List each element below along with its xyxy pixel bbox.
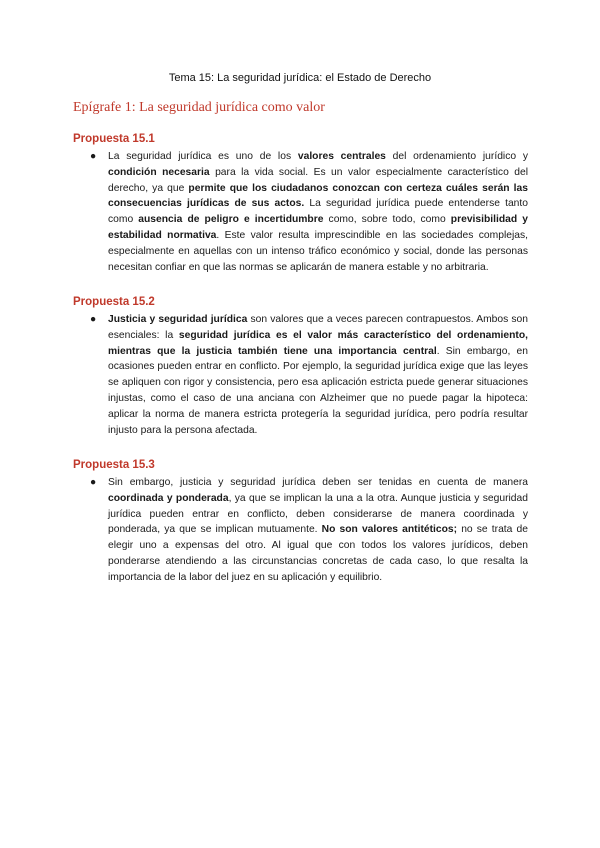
bullet-icon: ● bbox=[90, 314, 97, 325]
text-run: La seguridad jurídica es uno de los bbox=[108, 151, 298, 162]
section-heading-15-2: Propuesta 15.2 bbox=[73, 296, 155, 308]
list-item-15-2 bbox=[73, 312, 528, 438]
text-run: La seguridad jurídica puede entenderse tanto como bbox=[108, 198, 528, 226]
text-run: . Este valor resulta imprescindible en las sociedades complejas, especialmente en aquellas con un intenso tráfico económico y social, donde las personas necesitan confiar en que las normas se aplicarán de manera estable y no arbitraria. bbox=[108, 229, 528, 273]
section-heading-15-1: Propuesta 15.1 bbox=[73, 133, 155, 145]
text-run: . Sin embargo, en ocasiones pueden entrar en conflicto. Por ejemplo, la seguridad jurídica exige que las leyes se apliquen con rigor y consistencia, pero esa aplicación estricta puede generar situaciones injustas, como el caso de una anciana con Alzheimer que no puede pagar la hipoteca: aplicar la norma de manera estricta protegería la seguridad jurídica, pero podría resultar injusto para la persona afectada. bbox=[108, 345, 528, 436]
text-run: no se trata de elegir uno a expensas del otro. Al igual que con todos los valores jurídicos, deben ponderarse atendiendo a las circunstancias concretas de cada caso, lo que resalta la importancia de la labor del juez en su aplicación y equilibrio. bbox=[108, 524, 528, 583]
document-title: Tema 15: La seguridad jurídica: el Estado de Derecho bbox=[168, 72, 432, 84]
paragraph-15-1 bbox=[108, 149, 528, 275]
epigrafe-heading: Epígrafe 1: La seguridad jurídica como valor bbox=[73, 100, 325, 115]
text-run: como, sobre todo, como bbox=[323, 214, 451, 226]
text-run: son valores que a veces parecen contrapuestos. Ambos son esenciales: la bbox=[108, 314, 528, 341]
list-item-15-3 bbox=[73, 475, 528, 586]
bold-text-run: condición necesaria bbox=[108, 166, 210, 178]
bold-text-run: valores centrales bbox=[297, 151, 386, 162]
bold-text-run: ausencia de peligro e incertidumbre bbox=[138, 214, 324, 226]
text-run: , ya que se implican la una a la otra. Aunque justicia y seguridad jurídica pueden entrar en conflicto, deben considerarse de manera coordinada y ponderada, ya que se implican mutuamente. bbox=[108, 492, 528, 536]
text-run: Sin embargo, justicia y seguridad jurídica deben ser tenidas en cuenta de manera bbox=[108, 477, 528, 488]
bold-text-run: No son valores antitéticos; bbox=[321, 524, 458, 536]
bold-text-run: coordinada y ponderada bbox=[108, 492, 229, 504]
paragraph-15-3 bbox=[108, 475, 528, 586]
bullet-icon: ● bbox=[90, 151, 97, 162]
list-item-15-1 bbox=[73, 149, 528, 275]
bold-text-run: seguridad jurídica es el valor más característico del ordenamiento, mientras que la justicia también tiene una importancia central bbox=[108, 329, 528, 357]
text-run: para la vida social. Es un valor especialmente característico del derecho, ya que bbox=[108, 166, 528, 194]
bullet-icon: ● bbox=[90, 477, 97, 488]
bold-text-run: Justicia y seguridad jurídica bbox=[108, 314, 248, 325]
section-heading-15-3: Propuesta 15.3 bbox=[73, 459, 155, 471]
paragraph-15-2 bbox=[108, 312, 528, 438]
bold-text-run: previsibilidad y estabilidad normativa bbox=[108, 214, 528, 241]
text-run: del ordenamiento jurídico y bbox=[385, 151, 528, 162]
bold-text-run: permite que los ciudadanos conozcan con certeza cuáles serán las consecuencias jurídicas de sus actos. bbox=[108, 182, 528, 210]
